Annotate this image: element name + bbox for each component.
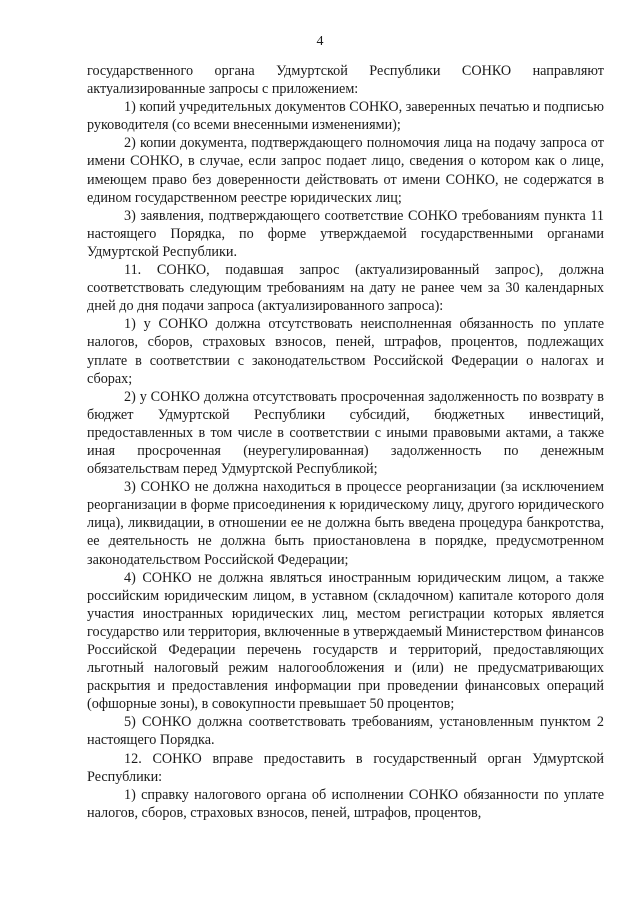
paragraph-item: 2) копии документа, подтверждающего полномочия лица на подачу запроса от имени СОНКО, в случае, если запрос подает лицо, сведения о котором как о лице, имеющем право без доверенности действовать от имени СОНКО, не содержатся в едином государственном реестре юридических лиц; [87, 135, 604, 206]
paragraph-item: 2) у СОНКО должна отсутствовать просроченная задолженность по возврату в бюджет Удмуртской Республики субсидий, бюджетных инвестиций, предоставленных в том числе в соответствии с иными правовыми актами, а также иная просроченная (неурегулированная) задолженность по денежным обязательствам перед Удмуртской Республикой; [87, 388, 604, 478]
paragraph-item: 1) копий учредительных документов СОНКО, заверенных печатью и подписью руководителя (со всеми внесенными изменениями); [87, 99, 604, 134]
paragraph-clause-11: 11. СОНКО, подавшая запрос (актуализированный запрос), должна соответствовать следующим требованиям на дату не ранее чем за 30 календарных дней до дня подачи запроса (актуализированного запроса): [87, 262, 604, 315]
paragraph-continuation: государственного органа Удмуртской Республики СОНКО направляют актуализированные запросы с приложением: [87, 63, 604, 98]
paragraph-item: 5) СОНКО должна соответствовать требованиям, установленным пунктом 2 настоящего Порядка. [87, 714, 604, 749]
paragraph-item: 1) справку налогового органа об исполнении СОНКО обязанности по уплате налогов, сборов, страховых взносов, пеней, штрафов, процентов, [87, 786, 604, 821]
paragraph-item: 4) СОНКО не должна являться иностранным юридическим лицом, а также российским юридическим лицом, в уставном (складочном) капитале которого доля участия иностранных юридических лиц, местом регистрации которых является государство или территория, включенные в утверждаемый Министерством финансов Российской Федерации перечень государств и территорий, предоставляющих льготный налоговый режим налогообложения и (или) не предусматривающих раскрытия и предоставления информации при проведении финансовых операций (офшорные зоны), в совокупности превышает 50 процентов; [87, 569, 604, 713]
paragraph-item: 1) у СОНКО должна отсутствовать неисполненная обязанность по уплате налогов, сборов, страховых взносов, пеней, штрафов, процентов, подлежащих уплате в соответствии с законодательством Российской Федерации о налогах и сборах; [87, 316, 604, 387]
document-body [87, 62, 604, 822]
paragraph-clause-12: 12. СОНКО вправе предоставить в государственный орган Удмуртской Республики: [87, 750, 604, 785]
paragraph-item: 3) заявления, подтверждающего соответствие СОНКО требованиям пункта 11 настоящего Порядка, по форме утверждаемой государственными органами Удмуртской Республики. [87, 207, 604, 260]
page-number: 4 [316, 34, 324, 49]
paragraph-item: 3) СОНКО не должна находиться в процессе реорганизации (за исключением реорганизации в форме присоединения к юридическому лицу, другого юридического лица), ликвидации, в отношении ее не должна быть введена процедура банкротства, ее деятельность не должна быть приостановлена в порядке, предусмотренном законодательством Российской Федерации; [87, 479, 604, 568]
